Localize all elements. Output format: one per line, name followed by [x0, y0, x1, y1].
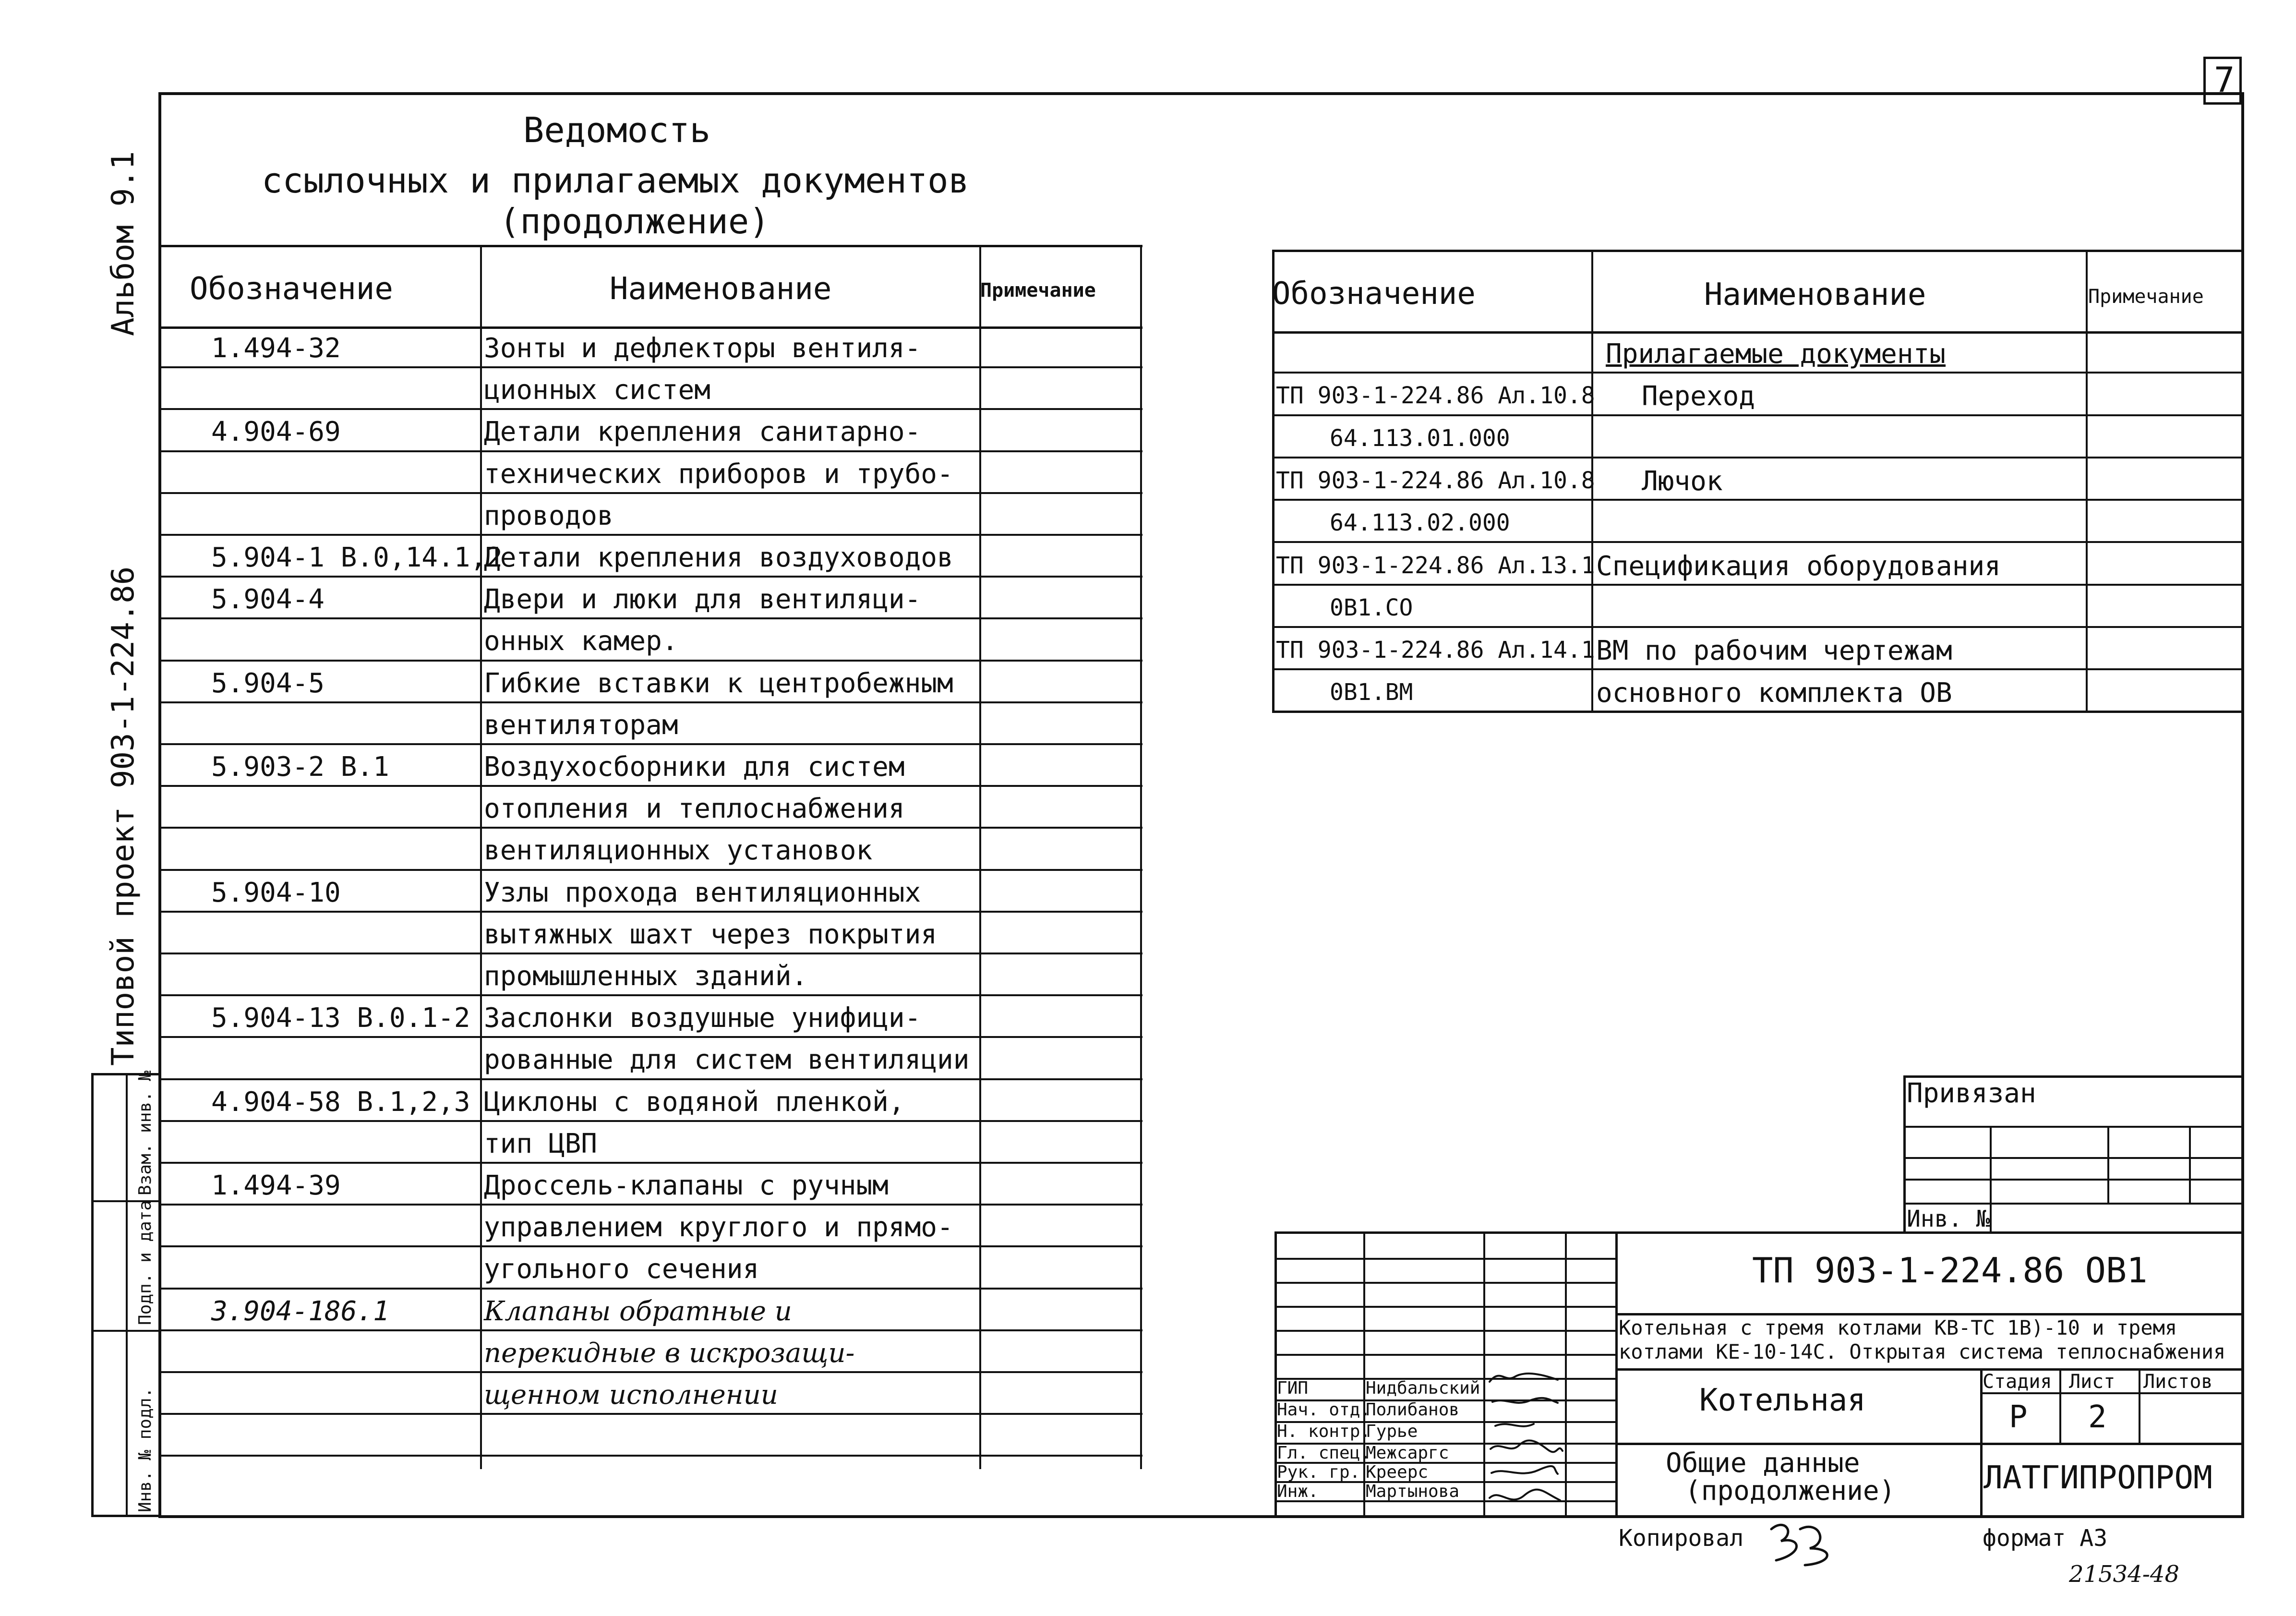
role-person: Мартынова [1366, 1482, 1460, 1501]
album-label: Альбом 9.1 [106, 151, 141, 336]
sheet-title-1: Общие данные [1666, 1447, 1860, 1479]
row-name: Узлы прохода вентиляционных [484, 877, 921, 908]
margin-label-replace: Взам. инв. № [135, 1070, 155, 1195]
row-name: Детали крепления санитарно- [484, 416, 921, 448]
sheet-value: 2 [2088, 1399, 2107, 1435]
row-name: угольного сечения [484, 1254, 759, 1285]
role-person: Полибанов [1366, 1400, 1460, 1420]
row-code: 5.904-5 [211, 667, 325, 699]
row-code: 64.113.02.000 [1330, 509, 1510, 537]
row-code: ТП 903-1-224.86 Ал.10.8 [1276, 382, 1595, 410]
row-name: Детали крепления воздуховодов [484, 542, 953, 573]
row-code: 64.113.01.000 [1330, 424, 1510, 452]
margin-label-sign: Подп. и дата [135, 1200, 155, 1325]
title-line-3: (продолжение) [499, 201, 770, 241]
organization-name: ЛАТГИПРОПРОМ [1983, 1459, 2212, 1496]
row-code: 1.494-32 [211, 333, 341, 364]
left-header-code: Обозначение [190, 271, 393, 307]
row-code: 3.904-186.1 [211, 1295, 389, 1327]
row-code: 0В1.ВМ [1330, 679, 1413, 706]
table-row [158, 1415, 1142, 1457]
left-header-note: Примечание [980, 279, 1096, 301]
row-code: 1.494-39 [211, 1170, 341, 1201]
row-code: ТП 903-1-224.86 Ал.13.1 [1276, 552, 1595, 579]
row-name: вентиляторам [484, 709, 678, 741]
row-name: Двери и люки для вентиляци- [484, 584, 921, 615]
table-row [1272, 586, 2244, 628]
row-code: 4.904-69 [211, 416, 341, 448]
role-label: Рук. гр. [1277, 1462, 1360, 1482]
sheets-label: Листов [2143, 1371, 2213, 1393]
binding-label: Привязан [1907, 1078, 2036, 1109]
page-number: 7 [2214, 60, 2235, 100]
project-label: Типовой проект 903-1-224.86 [106, 566, 141, 1066]
row-name: основного комплекта ОВ [1596, 677, 1952, 709]
role-label: ГИП [1277, 1378, 1309, 1398]
right-header-name: Наименование [1704, 277, 1926, 313]
row-code: 5.903-2 В.1 [211, 751, 389, 783]
row-name: Переход [1642, 381, 1755, 412]
row-code: 5.904-10 [211, 877, 341, 908]
row-name: тип ЦВП [484, 1128, 598, 1159]
row-name: технических приборов и трубо- [484, 458, 953, 490]
role-label: Н. контр. [1277, 1422, 1371, 1441]
row-name: Клапаны обратные и [484, 1295, 792, 1327]
role-person: Нидбальский [1366, 1378, 1480, 1398]
stage-label: Стадия [1983, 1371, 2052, 1393]
row-name: перекидные в искрозащи- [484, 1337, 855, 1369]
row-name: Спецификация оборудования [1596, 550, 2001, 582]
row-name: Зонты и дефлекторы вентиля- [484, 333, 921, 364]
object-line-2: котлами КЕ-10-14С. Открытая система теплоснабжения [1619, 1340, 2226, 1363]
row-name: управлением круглого и прямо- [484, 1212, 953, 1243]
archive-number: 21534-48 [2069, 1561, 2179, 1588]
copied-signature [1767, 1515, 1843, 1568]
doc-code: ТП 903-1-224.86 ОВ1 [1752, 1250, 2148, 1290]
object-line-1: Котельная с тремя котлами КВ-ТС 1В)-10 и тремя [1619, 1316, 2177, 1339]
stage-value: Р [2009, 1399, 2028, 1435]
margin-label-inv: Инв. № подл. [135, 1387, 155, 1512]
row-name: Дроссель-клапаны с ручным [484, 1170, 889, 1201]
row-name: Циклоны с водяной пленкой, [484, 1086, 905, 1118]
attached-docs-heading: Прилагаемые документы [1606, 338, 1946, 370]
row-name: щенном исполнении [484, 1379, 778, 1411]
row-name: ционных систем [484, 374, 711, 406]
row-name: Заслонки воздушные унифици- [484, 1002, 921, 1034]
row-code: 0В1.СО [1330, 594, 1413, 621]
role-person: Крееpс [1366, 1462, 1429, 1482]
row-code: ТП 903-1-224.86 Ал.14.1 [1276, 637, 1595, 664]
signatures-svg [1486, 1363, 1567, 1517]
row-code: ТП 903-1-224.86 Ал.10.8 [1276, 467, 1595, 494]
row-name: ВМ по рабочим чертежам [1596, 635, 1952, 667]
right-header-code: Обозначение [1272, 276, 1476, 312]
row-code: 5.904-13 В.0.1-2 [211, 1002, 470, 1034]
row-name: Воздухосборники для систем [484, 751, 905, 783]
row-code: 5.904-4 [211, 584, 325, 615]
row-code: 4.904-58 В.1,2,3 [211, 1086, 470, 1118]
building-name: Котельная [1699, 1383, 1866, 1418]
role-label: Нач. отд. [1277, 1400, 1371, 1420]
row-name: вентиляционных установок [484, 835, 873, 867]
row-name: проводов [484, 500, 613, 531]
sheet-label: Лист [2069, 1371, 2116, 1393]
table-row [158, 494, 1142, 536]
binding-inv-label: Инв. № [1907, 1206, 1990, 1232]
row-name: рованные для систем вентиляции [484, 1044, 970, 1076]
row-name: онных камер. [484, 626, 678, 657]
row-name: вытяжных шахт через покрытия [484, 918, 938, 950]
right-header-note: Примечание [2088, 286, 2204, 308]
role-person: Межсаргс [1366, 1443, 1449, 1463]
copied-label: Копировал [1619, 1525, 1744, 1552]
row-name: Лючок [1642, 465, 1723, 497]
sheet-title-2: (продолжение) [1685, 1475, 1896, 1507]
title-line-1: Ведомость [523, 110, 711, 150]
table-row [158, 1122, 1142, 1164]
role-label: Гл. спец. [1277, 1443, 1371, 1463]
row-code: 5.904-1 В.0,14.1,2 [211, 542, 503, 573]
left-header-name: Наименование [610, 271, 832, 307]
format-label: формат А3 [1983, 1525, 2108, 1552]
row-name: промышленных зданий. [484, 961, 808, 992]
row-name: Гибкие вставки к центробежным [484, 667, 953, 699]
row-name: отопления и теплоснабжения [484, 793, 905, 825]
role-label: Инж. [1277, 1482, 1319, 1501]
title-line-2: ссылочных и прилагаемых документов [262, 160, 969, 201]
role-person: Гурье [1366, 1422, 1418, 1441]
